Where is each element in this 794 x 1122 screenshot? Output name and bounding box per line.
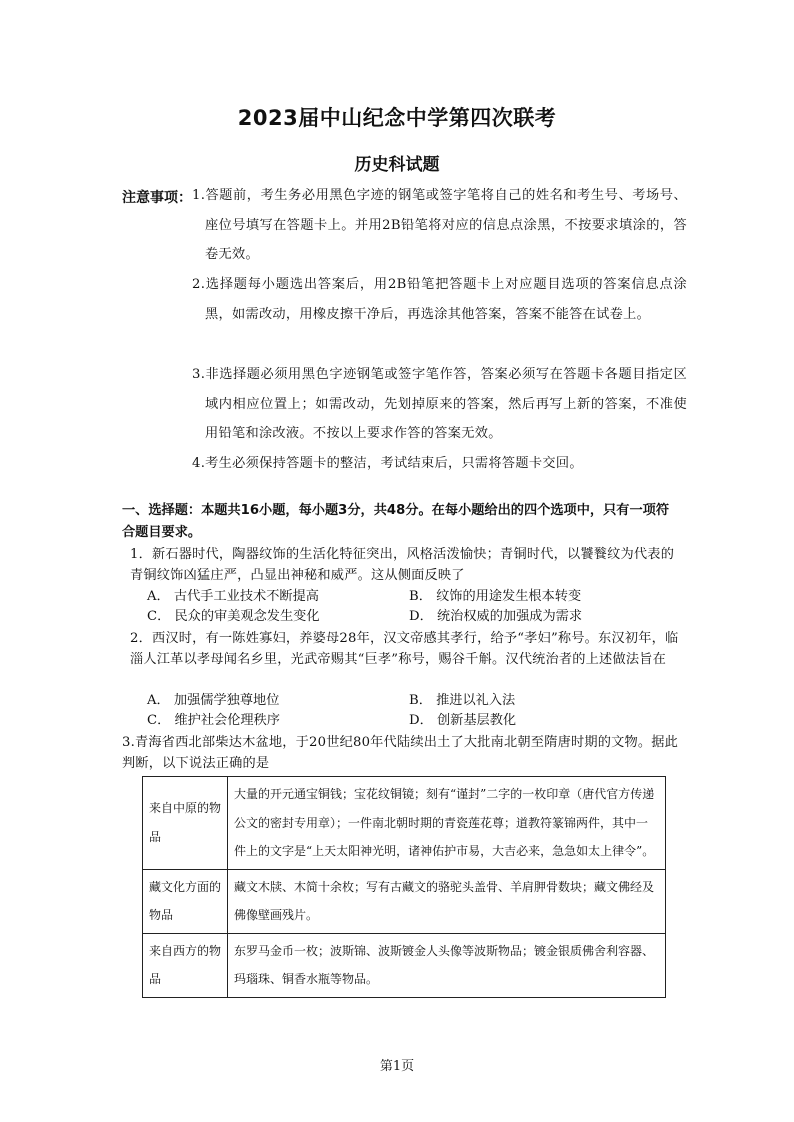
notice-item-1: 1.答题前，考生务必用黑色字迹的钢笔或签字笔将自己的姓名和考生号、考场号、座位号填写在答题卡上。并用2B铅笔将对应的信息点涂黑，不按要求填涂的，答卷无效。 (192, 188, 687, 262)
relics-table (142, 776, 666, 998)
question-2-option-b: B． 推进以礼入法 (409, 693, 516, 708)
table-row (143, 777, 666, 870)
question-2-option-a: A． 加强儒学独尊地位 (147, 693, 280, 708)
subject-title: 历史科试题 (354, 155, 440, 175)
question-1-option-b: B． 纹饰的用途发生根本转变 (409, 589, 582, 604)
table-row (143, 933, 666, 997)
exam-title: 2023届中山纪念中学第四次联考 (237, 106, 557, 130)
question-2-stem: 2．西汉时，有一陈姓寡妇，养婆母28年，汉文帝感其孝行，给予“孝妇”称号。东汉初年，临淄人江革以孝母闻名乡里，光武帝赐其“巨孝”称号，赐谷千斛。汉代统治者的上述做法旨在 (130, 631, 679, 667)
question-2-option-d: D． 创新基层教化 (409, 713, 517, 728)
question-1-option-c: C． 民众的审美观念发生变化 (147, 609, 320, 624)
section-heading: 一、选择题：本题共16小题，每小题3分，共48分。在每小题给出的四个选项中，只有一项符合题目要求。 (122, 503, 670, 540)
table-cell-category: 来自西方的物品 (143, 933, 228, 997)
table-row (143, 869, 666, 933)
table-cell-content: 大量的开元通宝铜钱；宝花纹铜镜；刻有“谨封”二字的一枚印章（唐代官方传递公文的密封专用章）；一件南北朝时期的青瓷莲花尊；道教符篆锦两件，其中一件上的文字是“上天太阳神光明，诸神佑护市易，大吉必来，急急如太上律令”。 (228, 777, 666, 870)
question-2-option-c: C． 维护社会伦理秩序 (147, 713, 280, 728)
table-cell-category: 藏文化方面的物品 (143, 869, 228, 933)
table-cell-content: 东罗马金币一枚；波斯锦、波斯镀金人头像等波斯物品；镀金银质佛舍利容器、玛瑙珠、铜香水瓶等物品。 (228, 933, 666, 997)
notice-item-4: 4.考生必须保持答题卡的整洁，考试结束后，只需将答题卡交回。 (192, 456, 583, 471)
page-number: 第1页 (379, 1059, 415, 1074)
question-1-option-a: A． 古代手工业技术不断提高 (147, 589, 319, 604)
table-cell-category: 来自中原的物品 (143, 777, 228, 870)
notice-item-2: 2.选择题每小题选出答案后，用2B铅笔把答题卡上对应题目选项的答案信息点涂黑，如需改动，用橡皮擦干净后，再选涂其他答案，答案不能答在试卷上。 (192, 277, 687, 322)
question-3-stem: 3.青海省西北部柴达木盆地，于20世纪80年代陆续出土了大批南北朝至隋唐时期的文物。据此判断，以下说法正确的是 (122, 735, 679, 771)
notice-item-3: 3.非选择题必须用黑色字迹钢笔或签字笔作答，答案必须写在答题卡各题目指定区域内相应位置上；如需改动，先划掉原来的答案，然后再写上新的答案，不准使用铅笔和涂改液。不按以上要求作答的答案无效。 (192, 367, 687, 441)
notice-label: 注意事项： (122, 190, 192, 206)
table-cell-content: 藏文木牍、木简十余枚；写有古藏文的骆驼头盖骨、羊肩胛骨数块；藏文佛经及佛像壁画残片。 (228, 869, 666, 933)
question-1-option-d: D． 统治权威的加强成为需求 (409, 609, 583, 624)
question-1-stem: 1．新石器时代，陶器纹饰的生活化特征突出，风格活泼愉快；青铜时代，以饕餮纹为代表的青铜纹饰凶猛庄严，凸显出神秘和威严。这从侧面反映了 (130, 547, 675, 583)
